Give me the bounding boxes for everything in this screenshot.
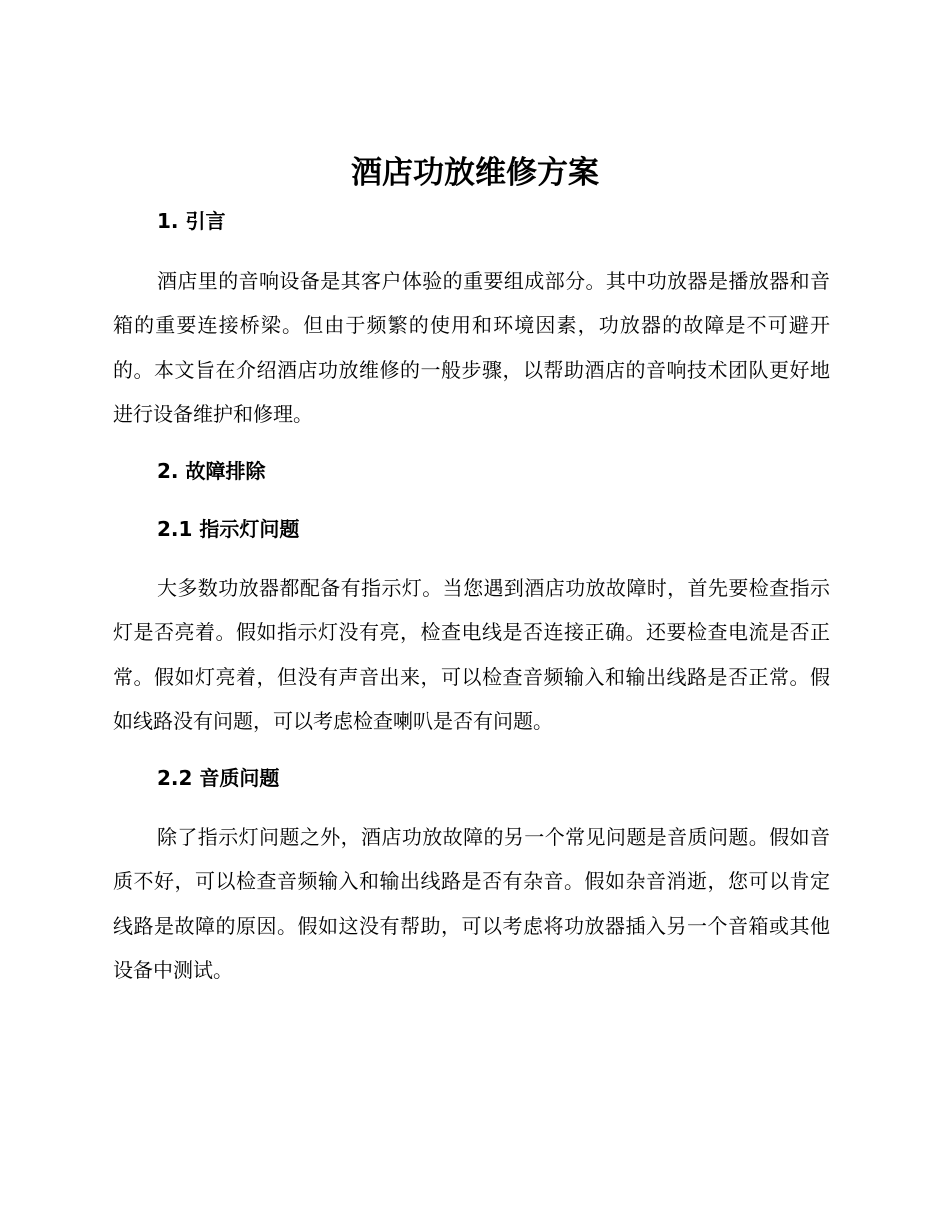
section-paragraph-sound-quality: 除了指示灯问题之外，酒店功放故障的另一个常见问题是音质问题。假如音质不好，可以检查音频输入和输出线路是否有杂音。假如杂音消逝，您可以肯定线路是故障的原因。假如这没有帮助，可以考虑将功放器插入另一个音箱或其他设备中测试。 [113, 825, 830, 982]
section-paragraph-indicator-light: 大多数功放器都配备有指示灯。当您遇到酒店功放故障时，首先要检查指示灯是否亮着。假如指示灯没有亮，检查电线是否连接正确。还要检查电流是否正常。假如灯亮着，但没有声音出来，可以检查音频输入和输出线路是否正常。假如线路没有问题，可以考虑检查喇叭是否有问题。 [113, 576, 830, 733]
section-heading-troubleshooting: 2. 故障排除 [157, 459, 266, 483]
section-heading-introduction: 1. 引言 [157, 209, 226, 233]
section-heading-indicator-light: 2.1 指示灯问题 [157, 517, 300, 541]
document-title: 酒店功放维修方案 [351, 155, 599, 191]
section-heading-sound-quality: 2.2 音质问题 [157, 766, 280, 790]
section-paragraph-introduction: 酒店里的音响设备是其客户体验的重要组成部分。其中功放器是播放器和音箱的重要连接桥梁。但由于频繁的使用和环境因素，功放器的故障是不可避开的。本文旨在介绍酒店功放维修的一般步骤，以帮助酒店的音响技术团队更好地进行设备维护和修理。 [113, 269, 830, 426]
